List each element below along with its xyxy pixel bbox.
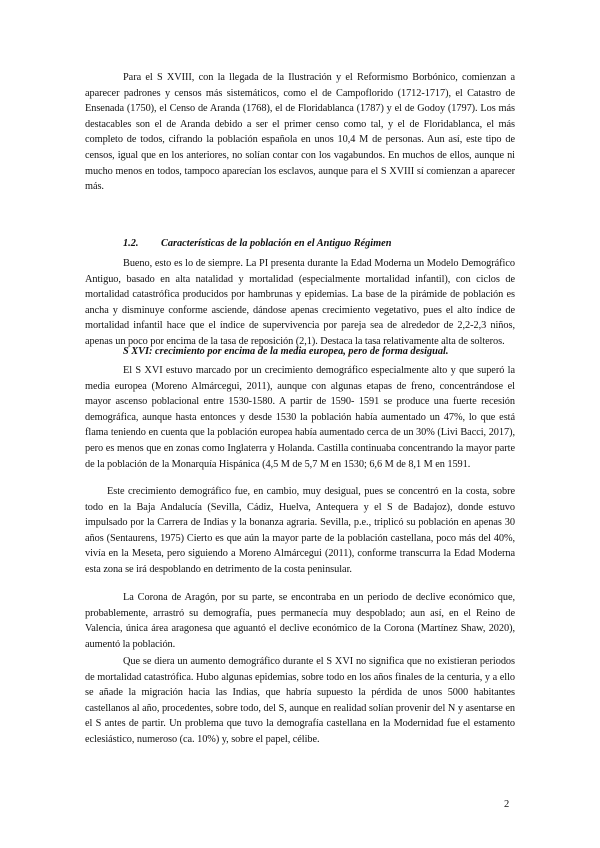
paragraph-mortalidad-catastrofica: Que se diera un aumento demográfico durante el S XVI no significa que no existieran periodos de mortalidad catastrófica. Hubo algunas epidemias, sobre todo en los años finales de la centuria, y a ello se añade la migración hacia las Indias, que habría supuesto la pérdida de unos 5000 habitantes castellanos al año, procedentes, sobre todo, del S, aunque en realidad solían provenir del N y asentarse en el S antes de partir. Un problema que tuvo la demografía castellana en la Modernidad fue el estamento eclesiástico, numeroso (ca. 10%) y, sobre el papel, célibe. — [85, 656, 515, 745]
page-number: 2 — [504, 799, 510, 810]
section-heading — [123, 237, 391, 251]
section-title: Características de la población en el Antiguo Régimen — [161, 238, 392, 249]
paragraph-crecimiento-s-xvi: El S XVI estuvo marcado por un crecimiento demográfico especialmente alto y que superó la media europea (Moreno Almárcegui, 2011), aunque con algunas etapas de freno, concentrándose el mayor ascenso poblacional entre 1530-1580. A partir de 1590- 1591 se produce una fuerte recesión demográfica, aunque hasta entonces y desde 1530 la población había aumentado un 47%, lo que está flama teniendo en cuenta que la población europea había aumentado cerca de un 30% (Livi Bacci, 2017), pero es menos que en zonas como Inglaterra y Holanda. Castilla continuaba concentrando la mayor parte de la población de la Monarquía Hispánica (4,5 M de 5,7 M en 1530; 6,6 M de 8,1 M en 1591. — [85, 365, 515, 470]
paragraph-censos-s-xviii: Para el S XVIII, con la llegada de la Ilustración y el Reformismo Borbónico, comienzan a aparecer padrones y censos más sistemáticos, como el de Campoflorido (1712-1717), el Catastro de Ensenada (1750), el Censo de Aranda (1768), el de Floridablanca (1787) y el de Godoy (1797). Los más destacables son el de Aranda debido a ser el primer censo como tal, y el de Floridablanca, el más completo de todos, cifrando la población española en unos 10,4 M de personas. Aun así, este tipo de censos, igual que en los anteriores, no solían contar con los vagabundos. En muchos de ellos, aunque ni mucho menos en todos, tampoco aparecían los esclavos, aunque para el S XVIII sí comienzan a aparecer más. — [85, 72, 515, 193]
section-number: 1.2. — [123, 238, 139, 249]
paragraph-corona-aragon: La Corona de Aragón, por su parte, se encontraba en un periodo de declive económico que, probablemente, arrastró su demografía, pues permanecía muy despoblado; aun así, en el Reino de Valencia, única área aragonesa que aguantó el declive económico de la Corona (Martínez Shaw, 2020), aumentó la población. — [85, 592, 515, 650]
paragraph-modelo-demografico: Bueno, esto es lo de siempre. La PI presenta durante la Edad Moderna un Modelo Demográfico Antiguo, basado en alta natalidad y mortalidad (especialmente mortalidad infantil), con ciclos de mortalidad catastrófica producidos por hambrunas y epidemias. La base de la pirámide de población es ancha y disminuye conforme asciende, dándose apenas crecimiento vegetativo, pues el alto índice de mortalidad infantil hace que el índice de supervivencia por pareja sea de alrededor de 2,2-2,3 niños, apenas un poco por encima de la tasa de reposición (2,1). Destaca la tasa relativamente alta de solteros. — [85, 258, 515, 347]
subheading-s-xvi: S XVI: crecimiento por encima de la media europea, pero de forma desigual. — [123, 346, 449, 357]
paragraph-crecimiento-desigual: Este crecimiento demográfico fue, en cambio, muy desigual, pues se concentró en la costa, sobre todo en la Baja Andalucía (Sevilla, Cádiz, Huelva, Antequera y el S de Badajoz), donde estuvo impulsado por la Carrera de Indias y la bonanza agraria. Sevilla, p.e., triplicó su población en apenas 30 años (Sentaurens, 1975) Cierto es que aún la mayor parte de la población castellana, poco más del 40%, vivía en la Meseta, pero siguiendo a Moreno Almárcegui (2011), conforme transcurra la Edad Moderna esta zona se irá despoblando en detrimento de la costa peninsular. — [85, 486, 515, 575]
